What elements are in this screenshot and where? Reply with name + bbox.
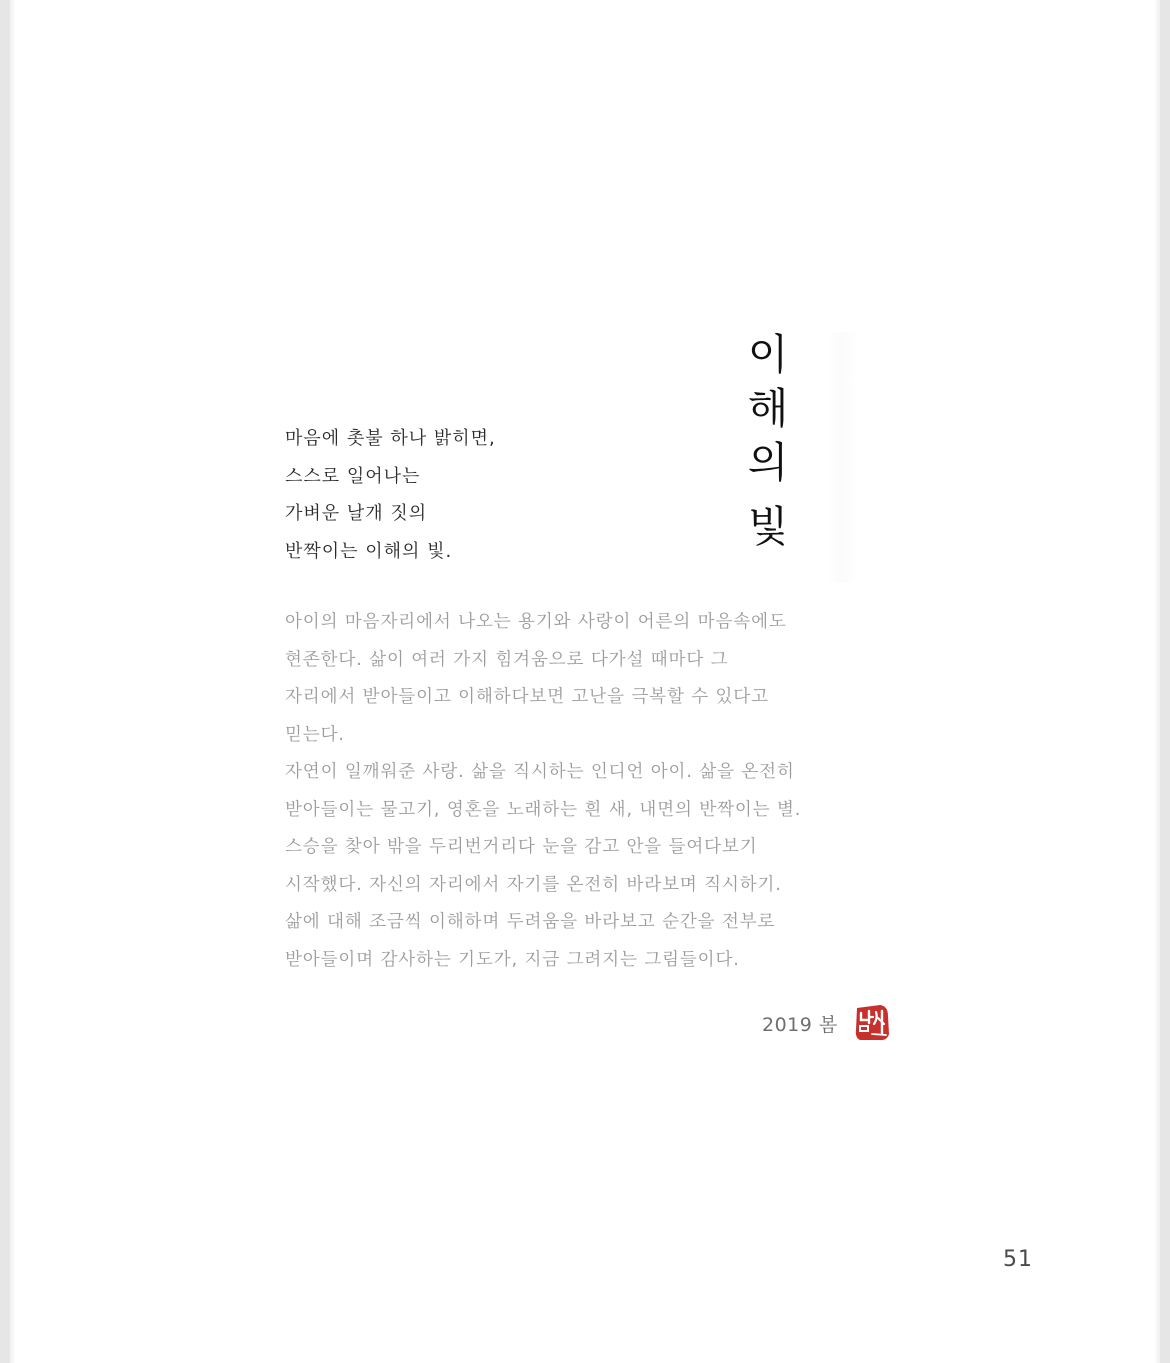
signature-date: 2019 봄 xyxy=(762,1013,838,1036)
poem-line: 스스로 일어나는 xyxy=(285,465,421,487)
page-edge-shadow-left xyxy=(10,0,16,1363)
signature xyxy=(762,1004,890,1042)
prose-line: 삶에 대해 조금씩 이해하며 두려움을 바라보고 순간을 전부로 xyxy=(285,912,776,932)
page-number: 51 xyxy=(1003,1247,1033,1272)
title-char: 해 xyxy=(747,384,789,433)
prose-line: 자리에서 받아들이고 이해하다보면 고난을 극복할 수 있다고 xyxy=(285,687,769,707)
prose-line: 아이의 마음자리에서 나오는 용기와 사랑이 어른의 마음속에도 xyxy=(285,612,787,632)
faint-paper-strip xyxy=(826,332,858,582)
prose-line: 자연이 일깨워준 사랑. 삶을 직시하는 인디언 아이. 삶을 온전히 xyxy=(285,762,795,782)
prose-line: 받아들이며 감사하는 기도가, 지금 그려지는 그림들이다. xyxy=(285,949,740,970)
poem xyxy=(285,420,705,570)
title-char: 이 xyxy=(747,330,789,379)
poem-line: 반짝이는 이해의 빛. xyxy=(285,540,453,562)
title-char: 의 xyxy=(747,438,789,487)
prose-line: 시작했다. 자신의 자리에서 자기를 온전히 바라보며 직시하기. xyxy=(285,874,782,895)
prose-line: 받아들이는 물고기, 영혼을 노래하는 흰 새, 내면의 반짝이는 별. xyxy=(285,799,802,820)
title-char: 빛 xyxy=(747,502,789,551)
prose-line: 스승을 찾아 밖을 두리번거리다 눈을 감고 안을 들여다보기 xyxy=(285,837,758,857)
poem-line: 가벼운 날개 짓의 xyxy=(285,503,428,524)
page-edge-shadow-right xyxy=(1154,0,1160,1363)
poem-line: 마음에 촛불 하나 밝히면, xyxy=(285,428,496,449)
red-name-seal-icon xyxy=(854,1004,890,1042)
prose-line: 현존한다. 삶이 여러 가지 힘겨움으로 다가설 때마다 그 xyxy=(285,649,729,670)
vertical-title xyxy=(742,328,794,554)
prose-line: 믿는다. xyxy=(285,724,345,745)
prose-body xyxy=(285,604,895,979)
